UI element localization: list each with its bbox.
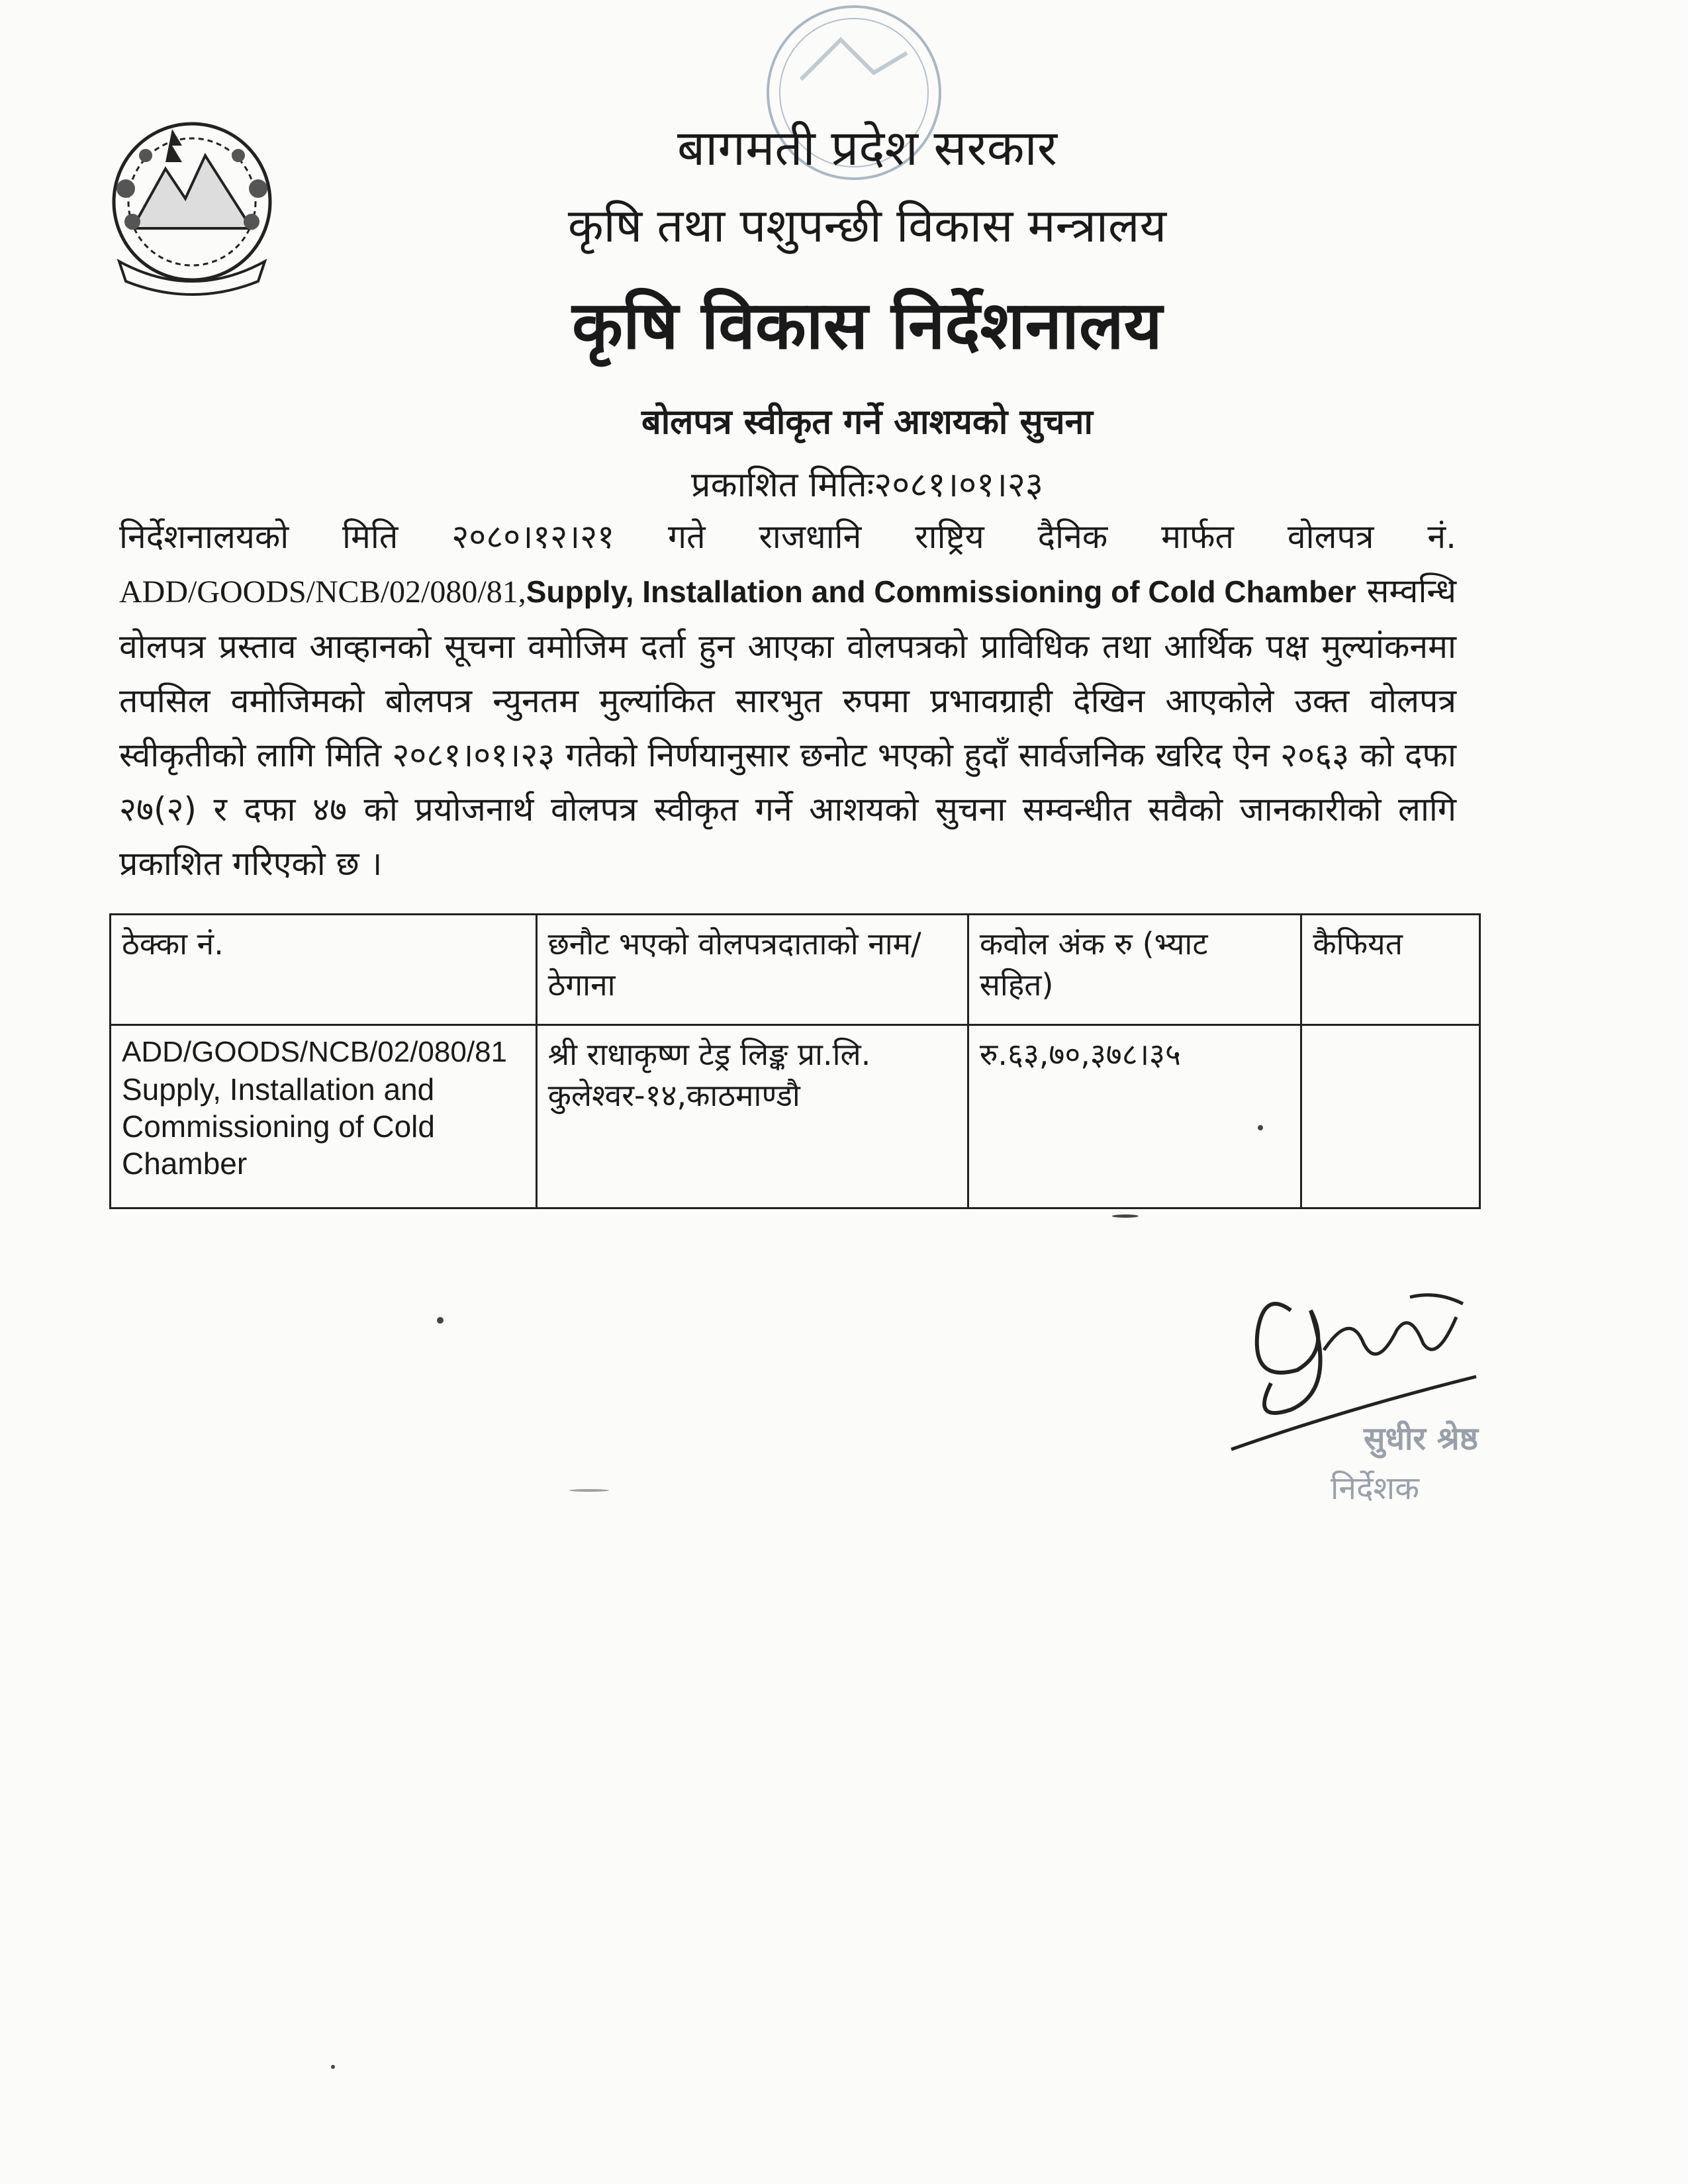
cell-remarks (1301, 1025, 1480, 1208)
cell-bidder-address: कुलेश्वर-१४,काठमाण्डौ (547, 1077, 800, 1113)
header-contract-no: ठेक्का नं. (111, 915, 537, 1025)
published-date: प्रकाशित मितिः२०८१।०१।२३ (691, 465, 1043, 505)
cell-contract (111, 1025, 537, 1208)
scan-speck (437, 1317, 444, 1324)
table-header-row (111, 915, 1480, 1025)
cell-bidder-name: श्री राधाकृष्ण टेड्र लिङ्क प्रा.लि. (547, 1036, 871, 1072)
notice-title: बोलपत्र स्वीकृत गर्ने आशयको सुचना (641, 402, 1093, 442)
body-part-1: निर्देशनालयको मिति २०८०।१२।२१ गते राजधानि राष्ट्रिय दैनिक मार्फत वोलपत्र नं. (119, 518, 1456, 556)
scan-speck (1258, 1125, 1263, 1130)
award-table (109, 913, 1481, 1209)
signatory-name: सुधीर श्रेष्ठ (1364, 1420, 1478, 1457)
notice-body (119, 510, 1456, 891)
scan-speck (1112, 1214, 1139, 1218)
cell-contract-ref: ADD/GOODS/NCB/02/080/81 (122, 1036, 508, 1068)
header-bidder-name-address: छनौट भएको वोलपत्रदाताको नाम/ठेगाना (536, 915, 968, 1025)
province-government-heading: बागमती प्रदेश सरकार (677, 120, 1057, 177)
header-remarks: कैफियत (1301, 915, 1480, 1025)
nepal-emblem-logo (93, 109, 291, 308)
body-part-2: सम्वन्धि वोलपत्र प्रस्ताव आव्हानको सूचना वमोजिम दर्ता हुन आएका वोलपत्रको प्राविधिक तथा आर्थिक पक्ष मुल्यांकनमा तपसिल वमोजिमको बोलपत्र न्युनतम मुल्यांकित सारभुत रुपमा प्रभावग्राही देखिन आएकोले उक्त वोलपत्र स्वीकृतीको लागि मिति २०८१।०१।२३ गतेको निर्णयानुसार छनोट भएको हुदाँ सार्वजनिक खरिद ऐन २०६३ को दफा २७(२) र दफा ४७ को प्रयोजनार्थ वोलपत्र स्वीकृत गर्ने आशयको सुचना सम्वन्धीत सवैको जानकारीको लागि प्रकाशित गरिएको छ । (119, 572, 1457, 883)
scan-speck (569, 1489, 609, 1492)
table-row (111, 1025, 1480, 1208)
cell-bidder (536, 1025, 968, 1208)
cell-contract-title: Supply, Installation and Commissioning of Cold Chamber (122, 1072, 435, 1181)
signatory-title: निर्देशक (1331, 1470, 1420, 1507)
header-bid-amount: कवोल अंक रु (भ्याट सहित) (968, 915, 1301, 1025)
tender-title: Supply, Installation and Commissioning of Cold Chamber (526, 574, 1356, 609)
tender-reference: ADD/GOODS/NCB/02/080/81, (119, 574, 526, 610)
scan-speck (331, 2065, 335, 2069)
directorate-heading: कृषि विकास निर्देशनालय (572, 287, 1162, 364)
ministry-heading: कृषि तथा पशुपन्छी विकास मन्त्रालय (567, 199, 1167, 253)
cell-amount: रु.६३,७०,३७८।३५ (968, 1025, 1301, 1208)
